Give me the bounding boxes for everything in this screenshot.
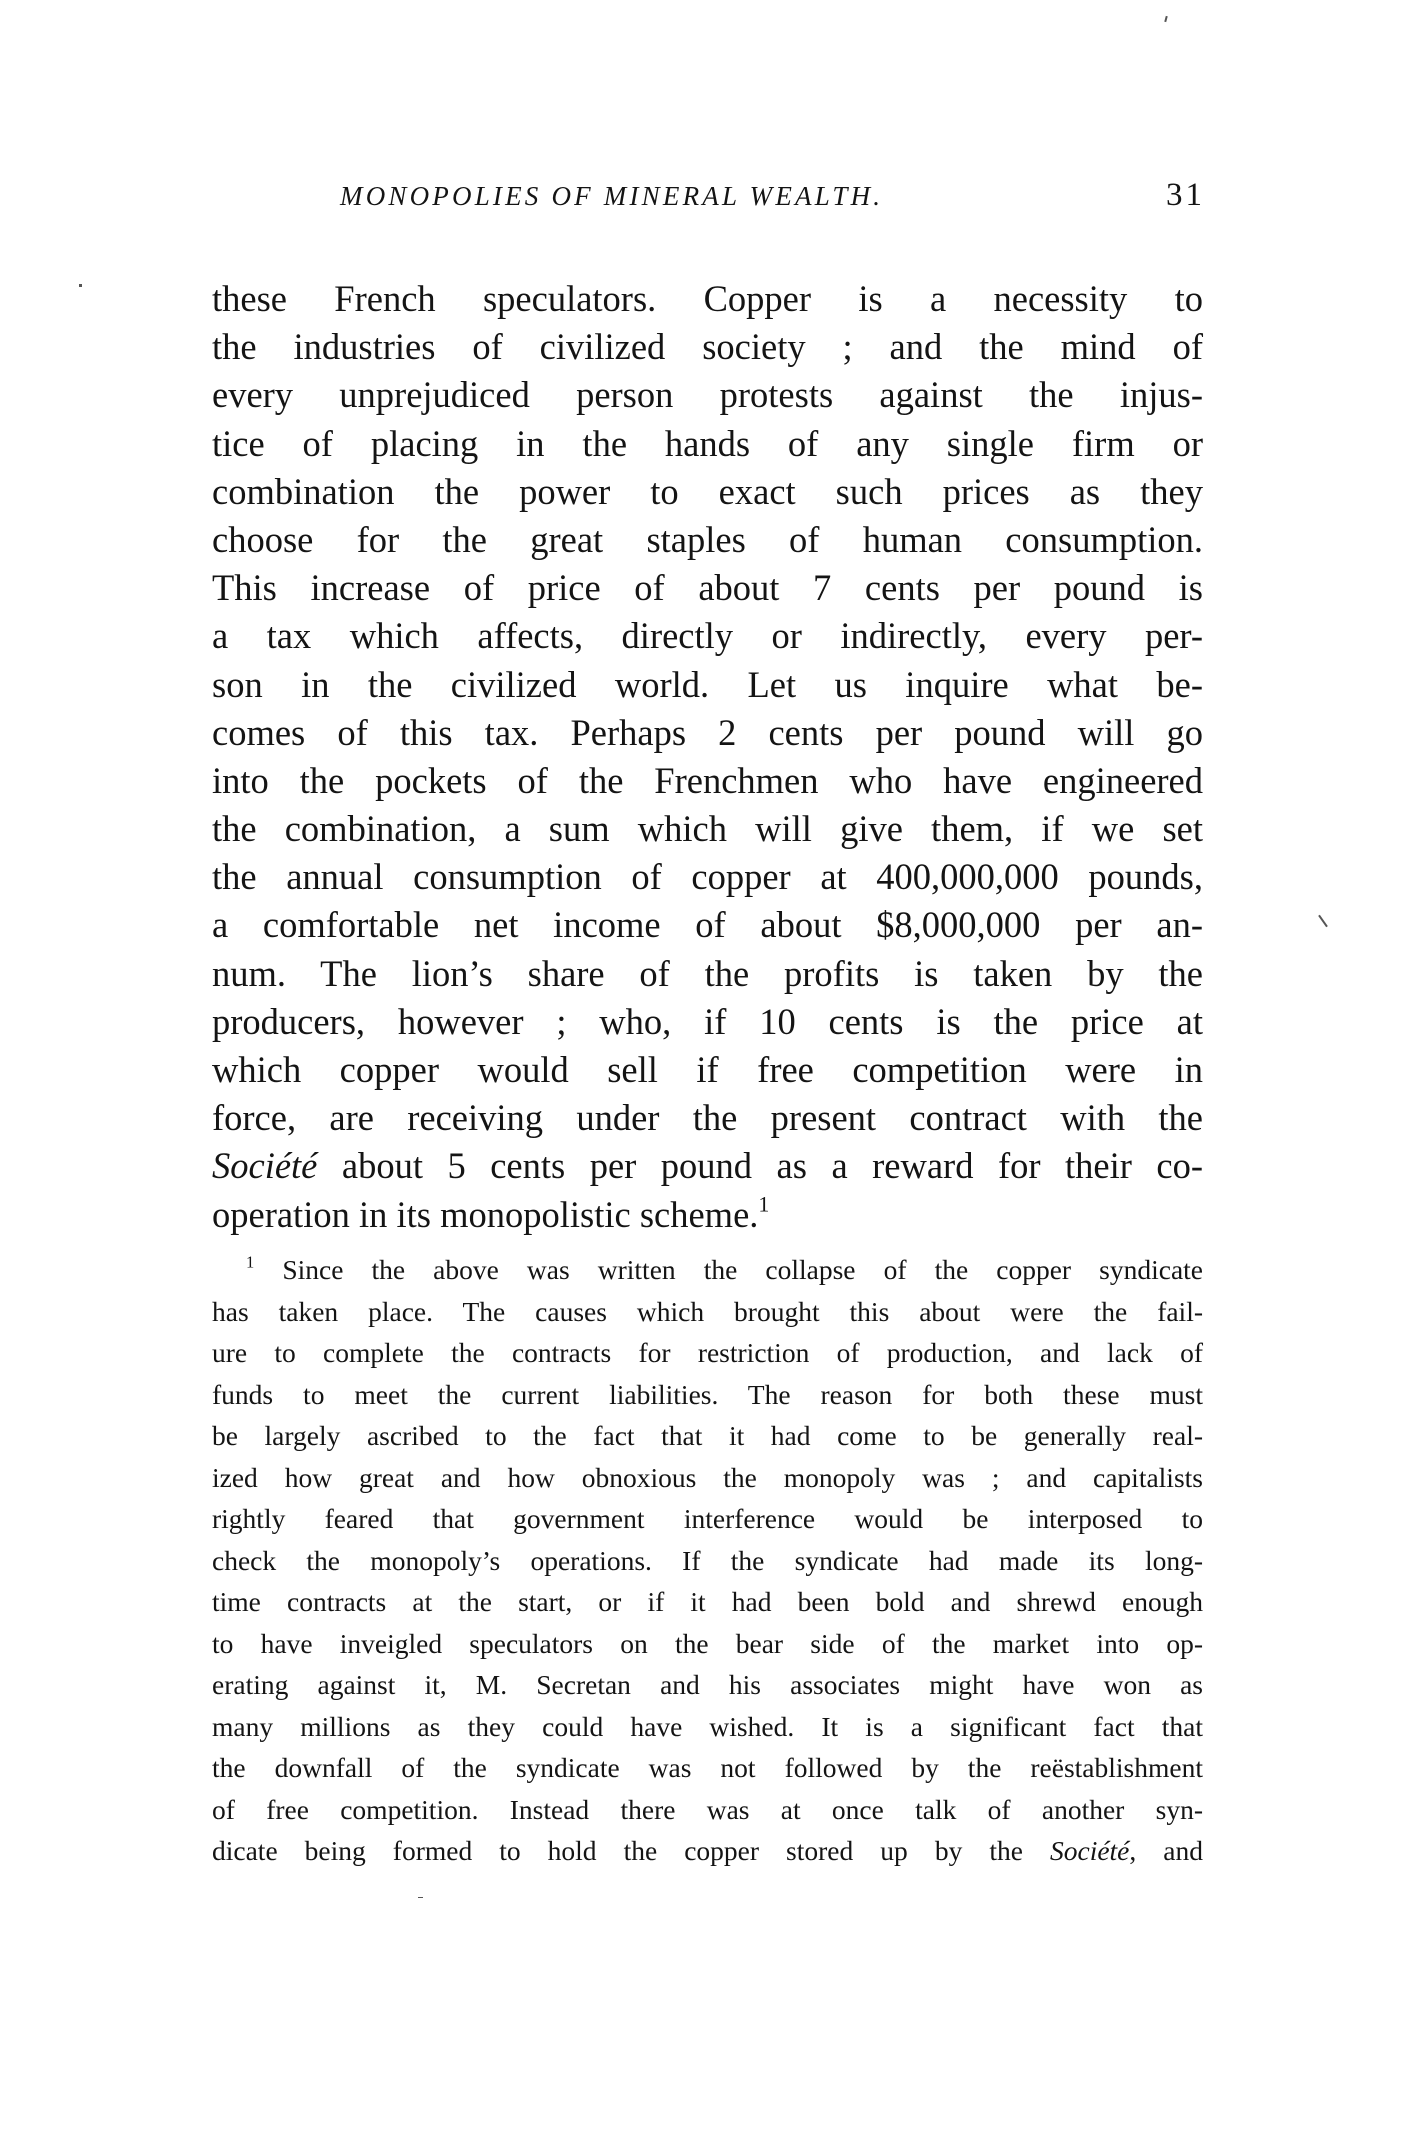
body-line: these French speculators. Copper is a necessity to (212, 278, 1203, 319)
body-line: This increase of price of about 7 cents per pound is (212, 567, 1203, 609)
body-line: which copper would sell if free competition were in (212, 1049, 1203, 1090)
footnote (212, 1249, 1203, 1872)
italic-term-societe: Société (212, 1145, 318, 1187)
body-line-last (212, 1191, 1203, 1239)
footnote-reference[interactable]: 1 (758, 1191, 770, 1217)
footnote-line: check the monopoly’s operations. If the syndicate had made its long- (212, 1544, 1203, 1576)
footnote-line-last (212, 1830, 1203, 1872)
body-line: a comfortable net income of about $8,000,000 per an- (212, 904, 1203, 946)
body-line-text: about 5 cents per pound as a reward for their co- (317, 1145, 1203, 1187)
body-line: a tax which affects, directly or indirectly, every per- (212, 615, 1203, 657)
footnote-line: rightly feared that government interference would be interposed to (212, 1503, 1203, 1534)
body-line: tice of placing in the hands of any single firm or (212, 422, 1203, 464)
body-line: the industries of civilized society ; and the mind of (212, 326, 1203, 368)
body-line: force, are receiving under the present contract with the (212, 1097, 1203, 1139)
italic-term-societe: Société (1049, 1835, 1130, 1866)
footnote-line: ure to complete the contracts for restriction of production, and lack of (212, 1337, 1203, 1368)
footnote-line: be largely ascribed to the fact that it had come to be generally real- (212, 1420, 1203, 1451)
body-line: choose for the great staples of human consumption. (212, 518, 1203, 560)
body-line: the annual consumption of copper at 400,000,000 pounds, (212, 856, 1203, 898)
footnote-line (212, 1249, 1203, 1291)
footnote-marker: 1 (246, 1252, 255, 1272)
footnote-line-text: , and (1129, 1835, 1204, 1866)
scan-speck (79, 284, 82, 287)
body-line: num. The lion’s share of the profits is taken by the (212, 952, 1203, 994)
footnote-line: has taken place. The causes which brought this about were the fail- (212, 1295, 1203, 1327)
body-line-text: operation in its monopolistic scheme. (212, 1193, 759, 1235)
footnote-line-text: dicate being formed to hold the copper stored up by the (212, 1835, 1050, 1866)
footnote-line: erating against it, M. Secretan and his associates might have won as (212, 1669, 1203, 1700)
body-line: comes of this tax. Perhaps 2 cents per pound will go (212, 711, 1203, 753)
footnote-line: many millions as they could have wished. It is a significant fact that (212, 1710, 1203, 1742)
scan-speck (1318, 915, 1328, 928)
footnote-line: the downfall of the syndicate was not followed by the reëstablishment (212, 1752, 1203, 1783)
body-line: every unprejudiced person protests against the injus- (212, 374, 1203, 416)
footnote-line: funds to meet the current liabilities. The reason for both these must (212, 1378, 1203, 1410)
scan-speck (1164, 16, 1167, 22)
footnote-line: time contracts at the start, or if it had been bold and shrewd enough (212, 1586, 1203, 1617)
body-line: combination the power to exact such prices as they (212, 470, 1203, 512)
footnote-line-text: Since the above was written the collapse of the copper syndicate (254, 1254, 1203, 1285)
body-line: producers, however ; who, if 10 cents is the price at (212, 1000, 1203, 1042)
body-line: the combination, a sum which will give them, if we set (212, 808, 1203, 850)
body-line: into the pockets of the Frenchmen who have engineered (212, 759, 1203, 801)
body-line: son in the civilized world. Let us inquire what be- (212, 663, 1203, 705)
footnote-line: ized how great and how obnoxious the monopoly was ; and capitalists (212, 1461, 1203, 1493)
scan-speck (418, 1897, 423, 1898)
running-head: MONOPOLIES OF MINERAL WEALTH. (340, 181, 884, 211)
page-number: 31 (1166, 177, 1205, 213)
body-text (212, 275, 1203, 1239)
body-line (212, 1142, 1203, 1190)
footnote-line: of free competition. Instead there was at once talk of another syn- (212, 1793, 1203, 1825)
footnote-line: to have inveigled speculators on the bear side of the market into op- (212, 1627, 1203, 1659)
